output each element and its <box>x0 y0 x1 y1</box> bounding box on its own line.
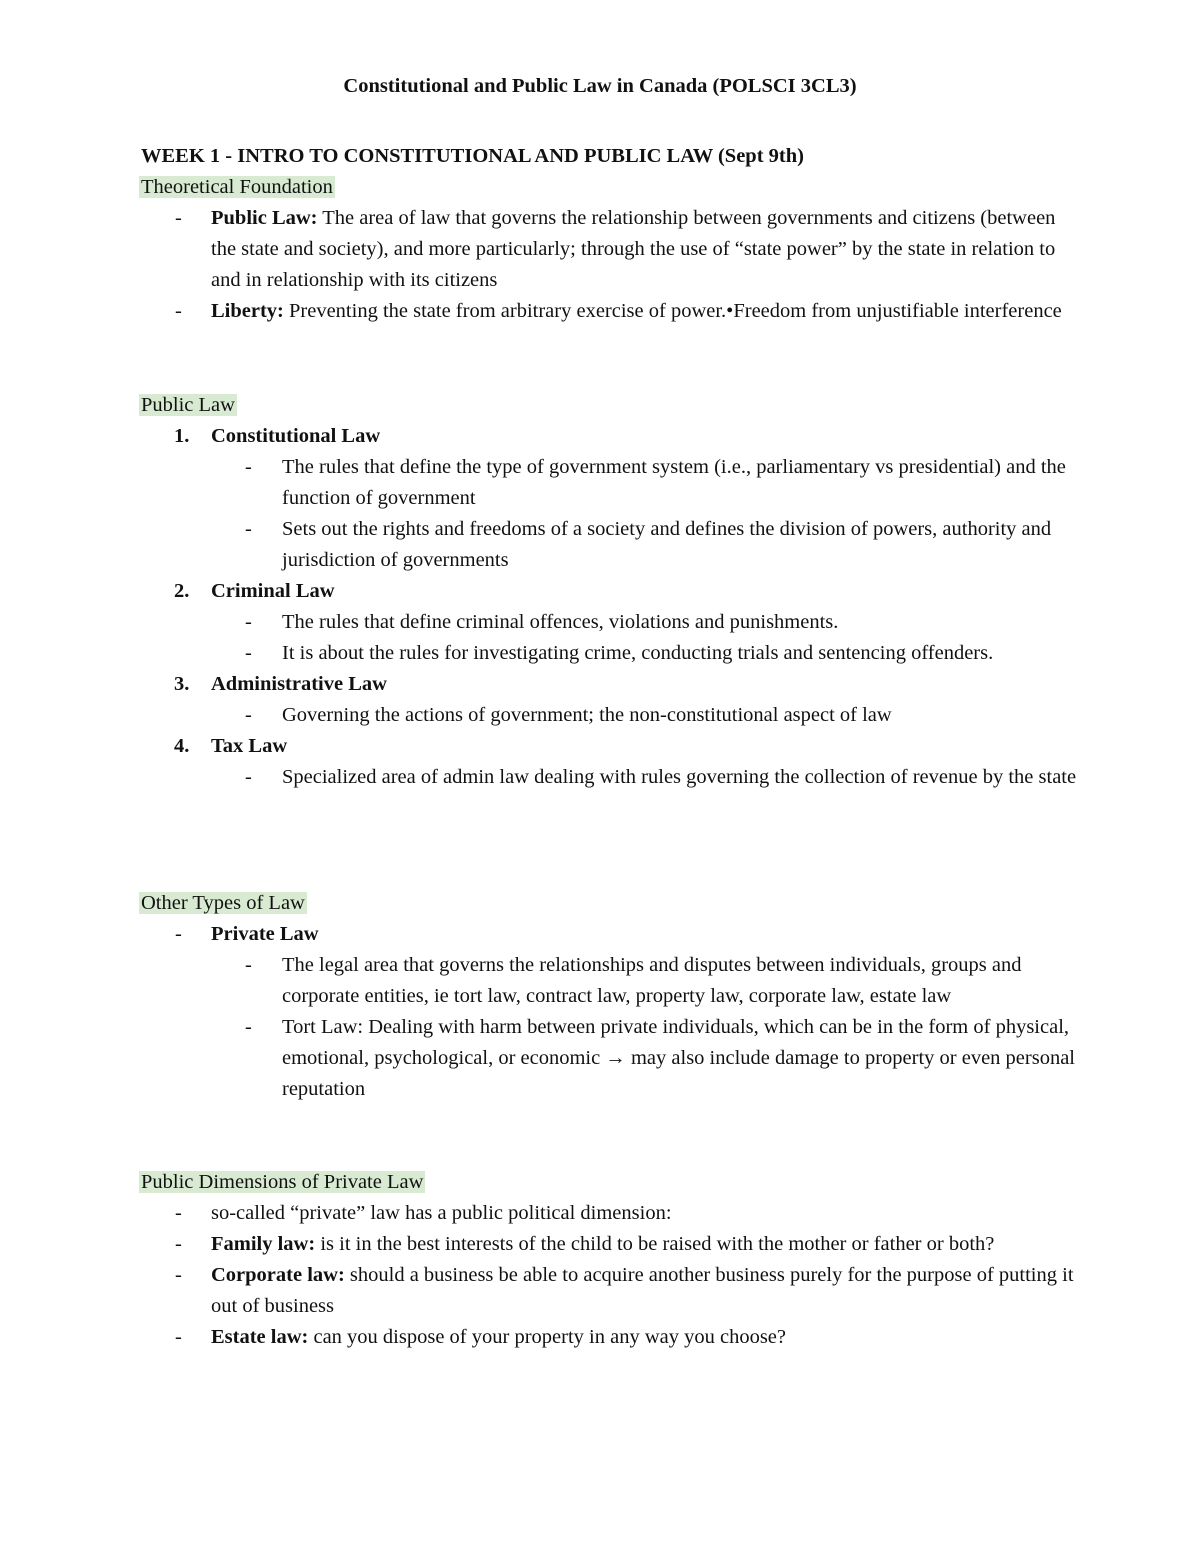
term-text: should a business be able to acquire another business purely for the purpose of putting it out of business <box>211 1264 1074 1317</box>
week-heading: WEEK 1 - INTRO TO CONSTITUTIONAL AND PUBLIC LAW (Sept 9th) <box>141 145 804 167</box>
sub-list <box>211 452 1081 576</box>
dash-bullet: - <box>245 954 252 976</box>
list-item <box>141 296 1081 327</box>
term-label: Liberty: <box>211 300 284 322</box>
sub-text: The rules that define the type of government system (i.e., parliamentary vs presidential) and the function of government <box>282 456 1066 509</box>
dash-bullet: - <box>245 456 252 478</box>
term-label: Public Law: <box>211 207 318 229</box>
sub-text: The rules that define criminal offences, violations and punishments. <box>282 611 839 633</box>
sub-list <box>211 700 1081 731</box>
item-label: Tax Law <box>211 735 288 757</box>
list-item <box>141 1260 1081 1322</box>
dash-bullet: - <box>175 207 182 229</box>
term-label: Corporate law: <box>211 1264 345 1286</box>
dash-bullet: - <box>175 1264 182 1286</box>
numbered-item <box>141 731 1081 793</box>
sub-text: It is about the rules for investigating crime, conducting trials and sentencing offenders. <box>282 642 994 664</box>
numbered-list <box>141 421 1081 793</box>
item-number: 4. <box>174 735 190 757</box>
term-label: Family law: <box>211 1233 316 1255</box>
sub-text: Sets out the rights and freedoms of a society and defines the division of powers, authority and jurisdiction of governments <box>282 518 1052 571</box>
sub-list-item <box>141 700 1081 731</box>
term-text: Preventing the state from arbitrary exercise of power.•Freedom from unjustifiable interference <box>283 300 1062 322</box>
numbered-item <box>141 421 1081 576</box>
item-label: Criminal Law <box>211 580 335 602</box>
section-public-dimensions <box>141 1167 1081 1353</box>
sub-list <box>211 762 1081 793</box>
sub-list-item <box>141 638 1081 669</box>
bullet-list <box>141 1198 1081 1353</box>
item-label: Constitutional Law <box>211 425 381 447</box>
sub-text: The legal area that governs the relationships and disputes between individuals, groups and corporate entities, ie tort law, contract law, property law, corporate law, estate law <box>282 954 1022 1007</box>
section-heading: Other Types of Law <box>141 892 305 914</box>
sub-list-item <box>141 452 1081 514</box>
section-other-types-of-law <box>141 888 1081 1105</box>
item-label: Administrative Law <box>211 673 387 695</box>
dash-bullet: - <box>245 1016 252 1038</box>
document-title: Constitutional and Public Law in Canada (POLSCI 3CL3) <box>343 75 857 97</box>
numbered-item <box>141 576 1081 669</box>
item-number: 1. <box>174 425 190 447</box>
item-label: Private Law <box>211 923 319 945</box>
list-item <box>141 203 1081 296</box>
intro-text: so-called “private” law has a public political dimension: <box>211 1202 672 1224</box>
numbered-item <box>141 669 1081 731</box>
list-item <box>141 919 1081 1105</box>
dash-bullet: - <box>175 1233 182 1255</box>
section-heading: Theoretical Foundation <box>141 176 333 198</box>
sub-text: Tort Law: Dealing with harm between private individuals, which can be in the form of physical, emotional, psychological, or economic → may also include damage to property or even personal reputation <box>282 1016 1075 1100</box>
term-label: Estate law: <box>211 1326 309 1348</box>
term-text: is it in the best interests of the child to be raised with the mother or father or both? <box>315 1233 995 1255</box>
dash-bullet: - <box>175 1326 182 1348</box>
sub-list <box>211 607 1081 669</box>
dash-bullet: - <box>245 766 252 788</box>
item-number: 2. <box>174 580 190 602</box>
bullet-list <box>141 919 1081 1105</box>
dash-bullet: - <box>245 704 252 726</box>
list-item <box>141 1198 1081 1229</box>
sub-text: Governing the actions of government; the non-constitutional aspect of law <box>282 704 892 726</box>
dash-bullet: - <box>175 923 182 945</box>
definition-list <box>141 203 1081 327</box>
section-heading: Public Dimensions of Private Law <box>141 1171 424 1193</box>
dash-bullet: - <box>245 518 252 540</box>
sub-list-item <box>141 762 1081 793</box>
section-public-law <box>141 390 1081 793</box>
term-text: can you dispose of your property in any way you choose? <box>308 1326 787 1348</box>
sub-list-item <box>141 607 1081 638</box>
item-number: 3. <box>174 673 190 695</box>
dash-bullet: - <box>175 300 182 322</box>
term-text: The area of law that governs the relationship between governments and citizens (between the state and society), and more particularly; through the use of “state power” by the state in relation to and in relationship with its citizens <box>211 207 1056 291</box>
sub-list-item <box>141 950 1081 1012</box>
section-heading: Public Law <box>141 394 235 416</box>
sub-list-item <box>141 514 1081 576</box>
section-theoretical-foundation <box>141 172 1081 327</box>
sub-list <box>211 950 1081 1105</box>
dash-bullet: - <box>245 642 252 664</box>
sub-text: Specialized area of admin law dealing with rules governing the collection of revenue by the state <box>282 766 1077 788</box>
sub-list-item <box>141 1012 1081 1105</box>
dash-bullet: - <box>175 1202 182 1224</box>
dash-bullet: - <box>245 611 252 633</box>
list-item <box>141 1322 1081 1353</box>
list-item <box>141 1229 1081 1260</box>
